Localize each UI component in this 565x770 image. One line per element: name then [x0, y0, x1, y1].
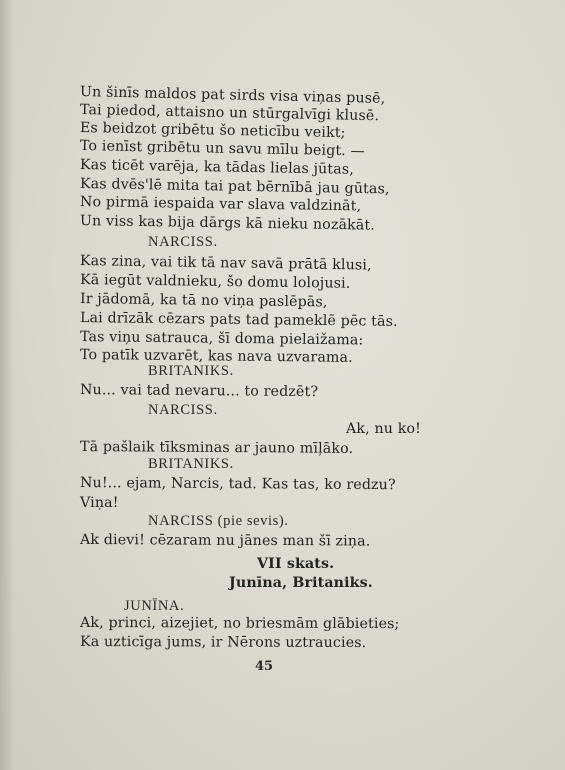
verse-line: To ienīst gribētu un savu mīlu beigt. —	[79, 138, 366, 160]
verse-line: Un viss kas bija dārgs kā nieku nozākāt.	[79, 213, 376, 234]
speaker-name: NARCISS.	[148, 234, 218, 250]
verse-line: Kā iegūt valdnieku, šo domu lolojusi.	[79, 272, 351, 292]
verse-line: Ak dievi! cēzaram nu jānes man šī ziņa.	[79, 532, 371, 550]
verse-line: No pirmā iespaida var slava valdzināt,	[79, 194, 362, 215]
speaker-name: BRITANIKS.	[148, 456, 234, 472]
verse-line: Es beidzot gribētu šo neticību veikt;	[79, 120, 346, 142]
verse-line: Un šinīs maldos pat sirds visa viņas pusē,	[79, 84, 386, 107]
verse-line: Tas viņu satrauca, šī doma pielaižama:	[79, 329, 364, 349]
verse-line: To patīk uzvarēt, kas nava uzvarama.	[79, 347, 353, 366]
verse-line: Kas ticēt varēja, ka tādas lielas jūtas,	[79, 157, 355, 178]
verse-line: Nu... vai tad nevaru... to redzēt?	[79, 382, 319, 401]
verse-line: Kas dvēs'lē mita tai pat bērnībā jau gūtas,	[79, 176, 390, 198]
speaker-name: NARCISS.	[148, 402, 218, 418]
page-gutter-shadow	[0, 0, 14, 770]
scene-characters: Junīna, Britaniks.	[229, 575, 373, 591]
verse-line: Nu!... ejam, Narcis, tad. Kas tas, ko redzu?	[79, 475, 396, 494]
verse-line: Lai drīzāk cēzars pats tad pameklē pēc tās.	[79, 310, 398, 330]
scene-heading: VII skats.	[257, 556, 335, 572]
verse-line: Viņa!	[80, 495, 119, 511]
speaker-name: JUNĪNA.	[124, 598, 185, 614]
verse-line: Ka uzticīga jums, ir Nērons uztraucies.	[79, 634, 367, 651]
verse-line: Ak, princi, aizejiet, no briesmām glābieties;	[79, 615, 400, 633]
verse-line: Ak, nu ko!	[346, 421, 421, 437]
verse-line: Tai piedod, attaisno un stūrgalvīgi klusē.	[79, 102, 380, 125]
verse-line: Tā pašlaik tīksminas ar jauno mīļāko.	[79, 439, 354, 457]
verse-line: Kas zina, vai tik tā nav savā prātā klusi,	[79, 253, 372, 274]
page-number: 45	[255, 659, 274, 674]
speaker-name: BRITANIKS.	[148, 363, 234, 379]
speaker-name: NARCISS (pie sevis).	[148, 513, 289, 529]
verse-line: Ir jādomā, ka tā no viņa paslēpās,	[79, 291, 328, 311]
